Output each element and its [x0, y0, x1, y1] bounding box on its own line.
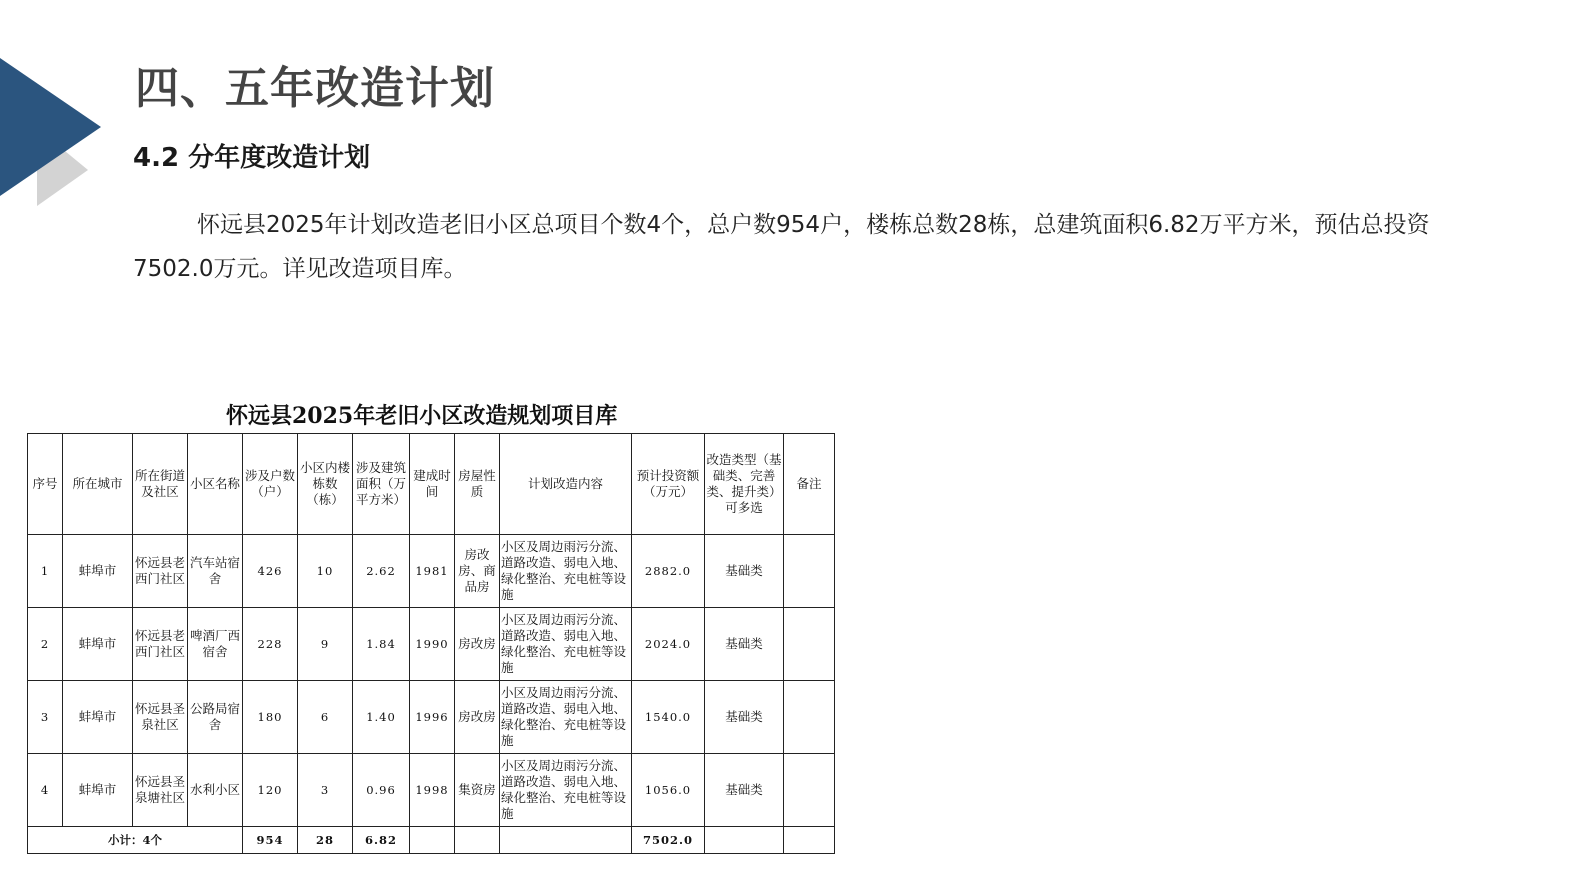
cell-plan-content: 小区及周边雨污分流、道路改造、弱电入地、绿化整治、充电桩等设施 [500, 608, 632, 681]
cell-area: 1.84 [353, 608, 410, 681]
header-cell: 涉及建筑面积（万平方米） [353, 434, 410, 535]
cell-area: 2.62 [353, 535, 410, 608]
cell-area: 0.96 [353, 754, 410, 827]
cell-year: 1990 [410, 608, 455, 681]
cell-index: 4 [28, 754, 63, 827]
total-investment: 7502.0 [632, 827, 705, 854]
cell-index: 1 [28, 535, 63, 608]
table-row [28, 754, 835, 827]
header-cell: 改造类型（基础类、完善类、提升类）可多选 [705, 434, 784, 535]
cell-buildings: 3 [298, 754, 353, 827]
total-label: 小计：4个 [28, 827, 243, 854]
cell-index: 2 [28, 608, 63, 681]
table-total-row [28, 827, 835, 854]
table-header-row [28, 434, 835, 535]
header-cell: 小区内楼栋数（栋） [298, 434, 353, 535]
cell-estate-name: 汽车站宿舍 [188, 535, 243, 608]
cell-type: 基础类 [705, 681, 784, 754]
cell-plan-content: 小区及周边雨污分流、道路改造、弱电入地、绿化整治、充电桩等设施 [500, 535, 632, 608]
cell-city: 蚌埠市 [63, 681, 133, 754]
total-empty-cell [500, 827, 632, 854]
header-cell: 所在城市 [63, 434, 133, 535]
table-row [28, 608, 835, 681]
cell-city: 蚌埠市 [63, 608, 133, 681]
cell-estate-name: 啤酒厂西宿舍 [188, 608, 243, 681]
table-row [28, 681, 835, 754]
header-cell: 计划改造内容 [500, 434, 632, 535]
cell-year: 1981 [410, 535, 455, 608]
section-subtitle: 4.2 分年度改造计划 [133, 143, 371, 173]
cell-property-type: 集资房 [455, 754, 500, 827]
cell-plan-content: 小区及周边雨污分流、道路改造、弱电入地、绿化整治、充电桩等设施 [500, 681, 632, 754]
cell-community: 怀远县老西门社区 [133, 535, 188, 608]
cell-property-type: 房改房 [455, 608, 500, 681]
cell-remark [784, 681, 835, 754]
cell-buildings: 9 [298, 608, 353, 681]
cell-estate-name: 水利小区 [188, 754, 243, 827]
header-cell: 建成时间 [410, 434, 455, 535]
total-empty-cell [705, 827, 784, 854]
cell-estate-name: 公路局宿舍 [188, 681, 243, 754]
cell-remark [784, 608, 835, 681]
cell-remark [784, 754, 835, 827]
cell-investment: 2024.0 [632, 608, 705, 681]
header-cell: 序号 [28, 434, 63, 535]
header-cell: 房屋性质 [455, 434, 500, 535]
cell-type: 基础类 [705, 754, 784, 827]
cell-community: 怀远县圣泉社区 [133, 681, 188, 754]
table-row [28, 535, 835, 608]
summary-paragraph: 怀远县2025年计划改造老旧小区总项目个数4个，总户数954户，楼栋总数28栋，总建筑面积6.82万平方米，预估总投资7502.0万元。详见改造项目库。 [133, 212, 1430, 282]
total-empty-cell [410, 827, 455, 854]
total-empty-cell [455, 827, 500, 854]
cell-property-type: 房改房 [455, 681, 500, 754]
total-buildings: 28 [298, 827, 353, 854]
cell-buildings: 6 [298, 681, 353, 754]
cell-investment: 1540.0 [632, 681, 705, 754]
table-title: 怀远县2025年老旧小区改造规划项目库 [226, 403, 618, 429]
page-title: 四、五年改造计划 [135, 63, 495, 114]
total-area: 6.82 [353, 827, 410, 854]
cell-remark [784, 535, 835, 608]
cell-investment: 2882.0 [632, 535, 705, 608]
cell-type: 基础类 [705, 608, 784, 681]
total-households: 954 [243, 827, 298, 854]
cell-year: 1996 [410, 681, 455, 754]
cell-plan-content: 小区及周边雨污分流、道路改造、弱电入地、绿化整治、充电桩等设施 [500, 754, 632, 827]
cell-type: 基础类 [705, 535, 784, 608]
cell-households: 228 [243, 608, 298, 681]
cell-households: 120 [243, 754, 298, 827]
cell-community: 怀远县老西门社区 [133, 608, 188, 681]
header-cell: 所在街道及社区 [133, 434, 188, 535]
header-cell: 小区名称 [188, 434, 243, 535]
header-cell: 涉及户数（户） [243, 434, 298, 535]
cell-investment: 1056.0 [632, 754, 705, 827]
cell-community: 怀远县圣泉塘社区 [133, 754, 188, 827]
cell-city: 蚌埠市 [63, 754, 133, 827]
header-cell: 预计投资额（万元） [632, 434, 705, 535]
cell-year: 1998 [410, 754, 455, 827]
header-cell: 备注 [784, 434, 835, 535]
cell-buildings: 10 [298, 535, 353, 608]
project-table [27, 433, 835, 854]
cell-city: 蚌埠市 [63, 535, 133, 608]
cell-households: 180 [243, 681, 298, 754]
total-empty-cell [784, 827, 835, 854]
cell-area: 1.40 [353, 681, 410, 754]
cell-households: 426 [243, 535, 298, 608]
cell-index: 3 [28, 681, 63, 754]
cell-property-type: 房改房、商品房 [455, 535, 500, 608]
corner-triangle-decoration [0, 0, 110, 215]
